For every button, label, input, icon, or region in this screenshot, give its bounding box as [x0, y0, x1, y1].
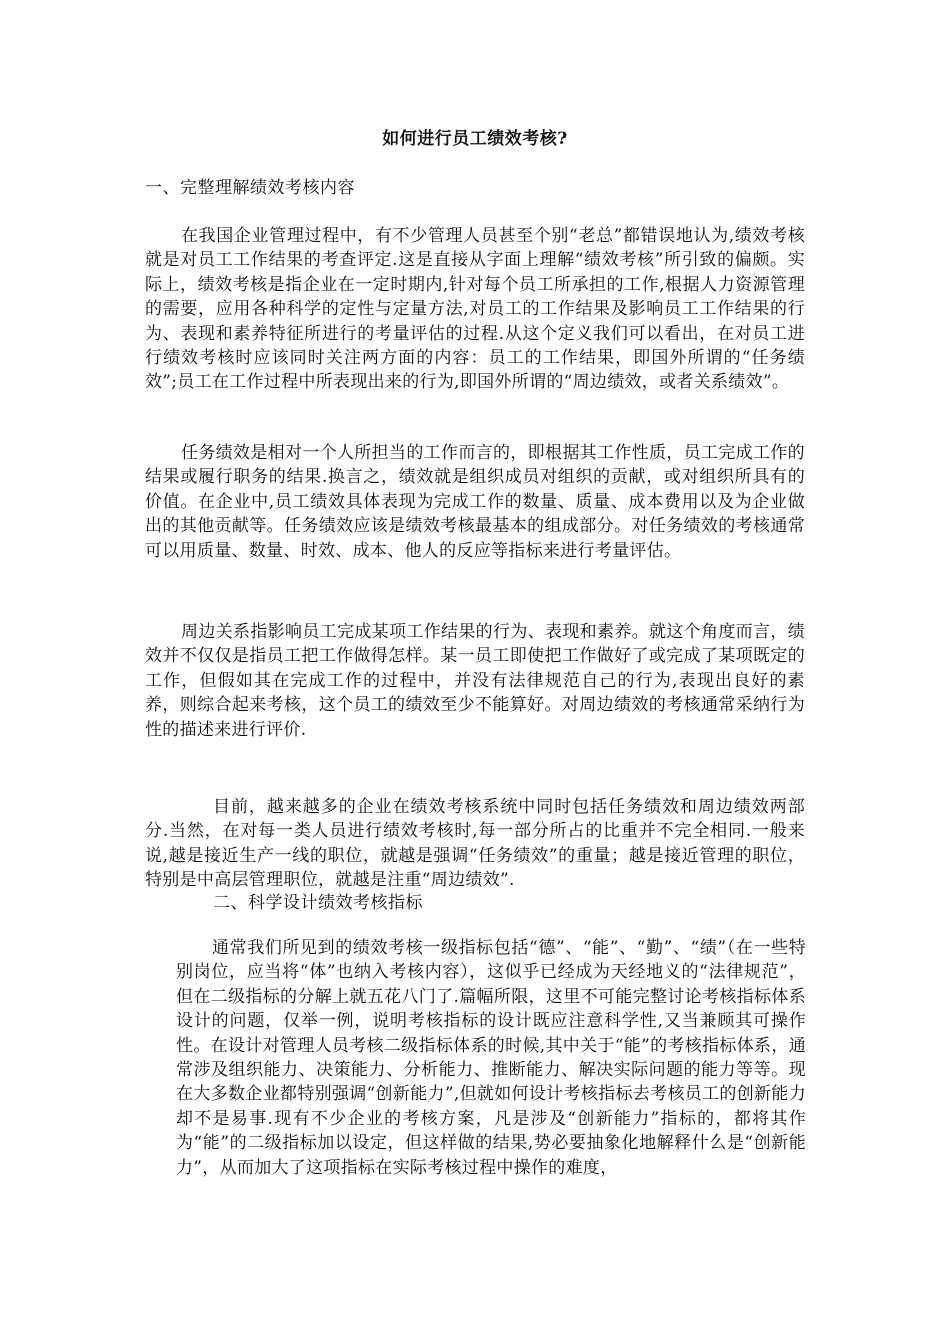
- paragraph-3: 周边关系指影响员工完成某项工作结果的行为、表现和素养。就这个角度而言，绩效并不仅仅是指员工把工作做得怎样。某一员工即使把工作做好了或完成了某项既定的工作，但假如其在完成工作的过程中，并没有法律规范自己的行为,表现出良好的素养，则综合起来考核，这个员工的绩效至少不能算好。对周边绩效的考核通常采纳行为性的描述来进行评价.: [145, 622, 805, 740]
- paragraph-4: 目前，越来越多的企业在绩效考核系统中同时包括任务绩效和周边绩效两部分.当然，在对每一类人员进行绩效考核时,每一部分所占的比重并不完全相同.一般来说,越是接近生产一线的职位，就越是强调“任务绩效”的重量；越是接近管理的职位，特别是中高层管理职位，就越是注重“周边绩效”.: [145, 797, 805, 891]
- paragraph-2: 任务绩效是相对一个人所担当的工作而言的，即根据其工作性质，员工完成工作的结果或履行职务的结果.换言之，绩效就是组织成员对组织的贡献，或对组织所具有的价值。在企业中,员工绩效具体表现为完成工作的数量、质量、成本费用以及为企业做出的其他贡献等。任务绩效应该是绩效考核最基本的组成部分。对任务绩效的考核通常可以用质量、数量、时效、成本、他人的反应等指标来进行考量评估。: [145, 443, 805, 561]
- section-heading-2: 二、科学设计绩效考核指标: [213, 893, 423, 913]
- document-title: 如何进行员工绩效考核?: [382, 129, 568, 149]
- section-heading-1: 一、完整理解绩效考核内容: [145, 178, 355, 198]
- paragraph-1: 在我国企业管理过程中，有不少管理人员甚至个别“老总”都错误地认为,绩效考核就是对员工工作结果的考查评定.这是直接从字面上理解“绩效考核”所引致的偏颇。实际上，绩效考核是指企业在一定时期内,针对每个员工所承担的工作,根据人力资源管理的需要，应用各种科学的定性与定量方法,对员工的工作结果及影响员工工作结果的行为、表现和素养特征所进行的考量评估的过程.从这个定义我们可以看出，在对员工进行绩效考核时应该同时关注两方面的内容：员工的工作结果，即国外所谓的“任务绩效”;员工在工作过程中所表现出来的行为,即国外所谓的“周边绩效，或者关系绩效”。: [145, 226, 805, 393]
- paragraph-5: 通常我们所见到的绩效考核一级指标包括“德”、“能”、“勤”、“绩”（在一些特别岗位，应当将“体”也纳入考核内容），这似乎已经成为天经地义的“法律规范”，但在二级指标的分解上就五花八门了.篇幅所限，这里不可能完整讨论考核指标体系设计的问题，仅举一例，说明考核指标的设计既应注意科学性,又当兼顾其可操作性。在设计对管理人员考核二级指标体系的时候,其中关于“能”的考核指标体系，通常涉及组织能力、决策能力、分析能力、推断能力、解决实际问题的能力等等。现在大多数企业都特别强调“创新能力”,但就如何设计考核指标去考核员工的创新能力却不是易事.现有不少企业的考核方案，凡是涉及“创新能力”指标的，都将其作为“能”的二级指标加以设定，但这样做的结果,势必要抽象化地解释什么是“创新能力”，从而加大了这项指标在实际考核过程中操作的难度，: [176, 938, 806, 1178]
